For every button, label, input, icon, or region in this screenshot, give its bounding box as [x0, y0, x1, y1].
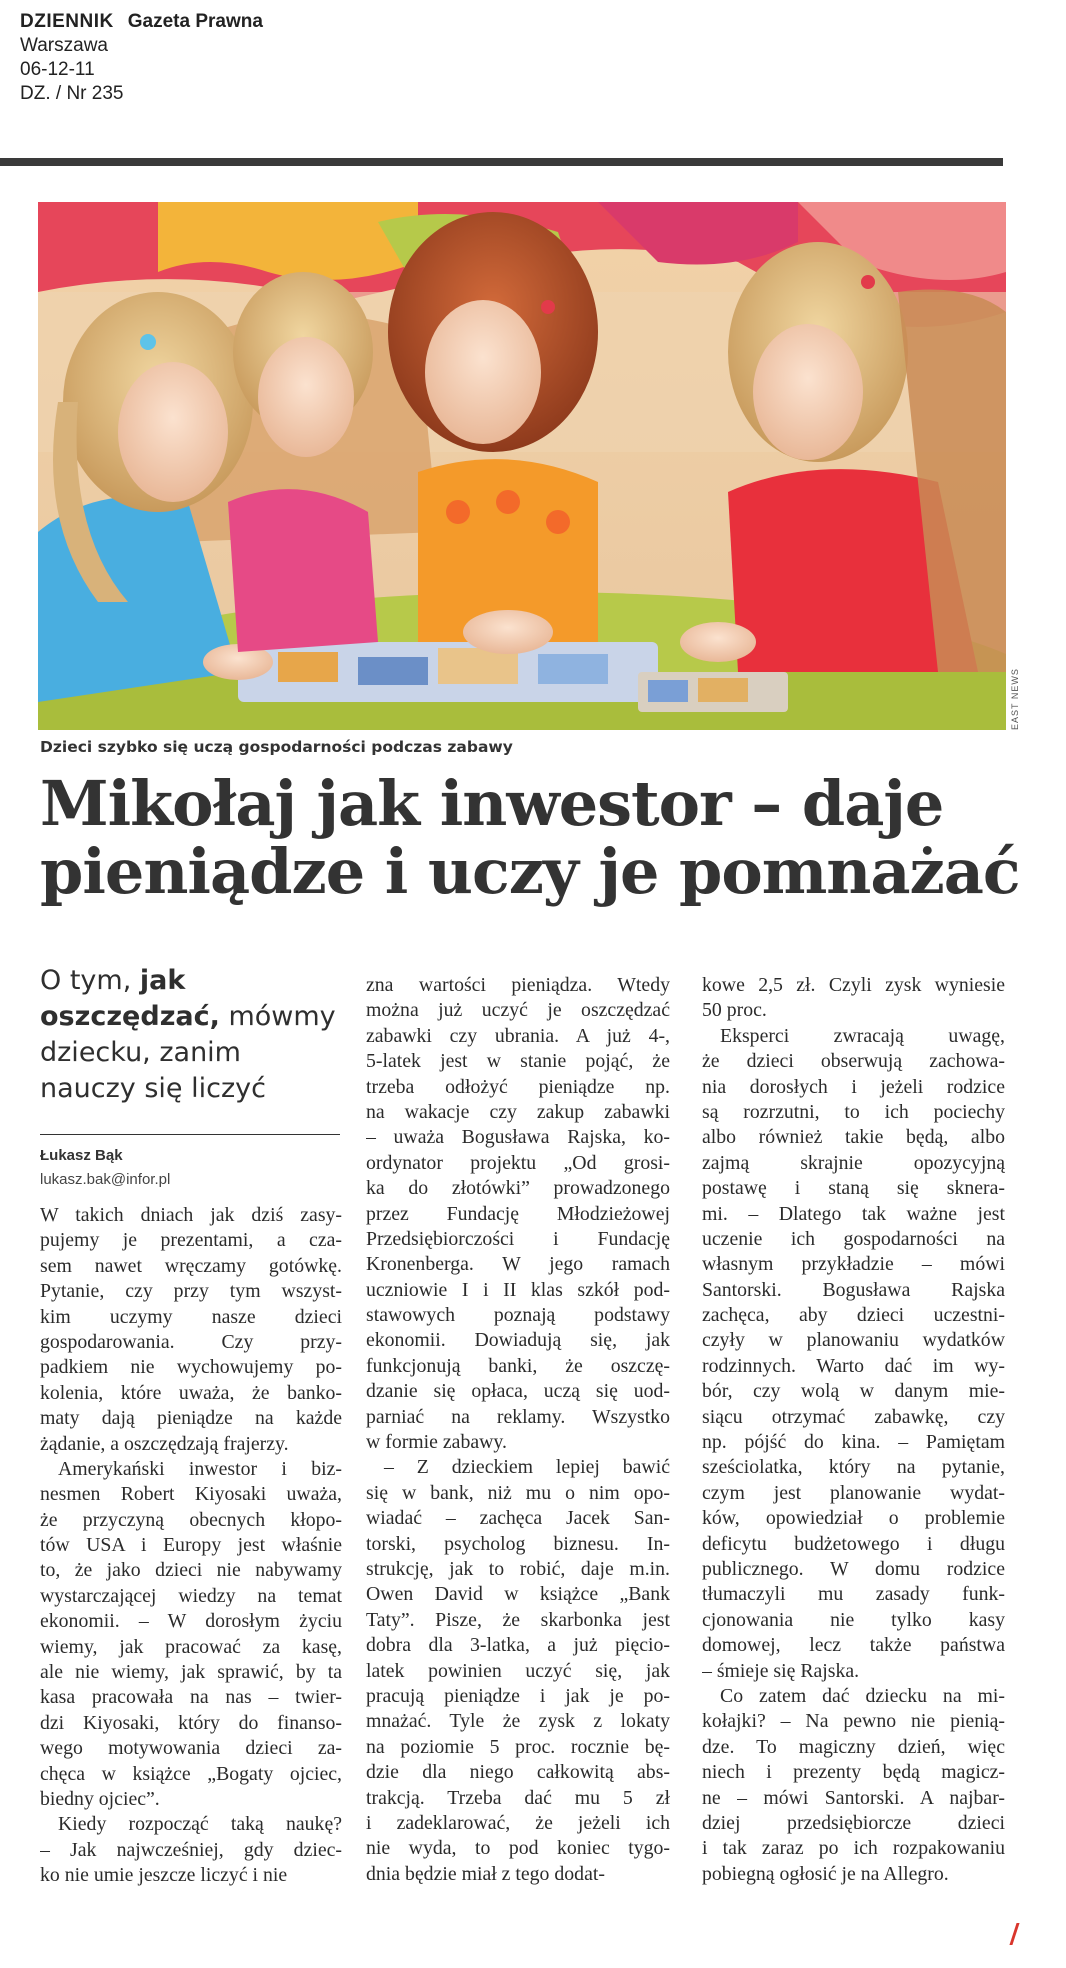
- article-text-line: stawowych poznają podstawy: [366, 1304, 670, 1327]
- article-text-line: maty dają pieniądze na każde: [40, 1407, 342, 1430]
- headline-line-1: Mikołaj jak inwestor – daje: [40, 767, 944, 840]
- article-column-2: [366, 973, 670, 1887]
- article-text-line: ekonomii. Dowiadują się, jak: [366, 1329, 670, 1352]
- article-text-line: dobra dla 3-latka, a już pięcio-: [366, 1634, 670, 1657]
- photo-credit: EAST NEWS: [1010, 668, 1020, 730]
- article-text-line: siącu otrzymać zabawkę, czy: [702, 1405, 1005, 1428]
- article-text-line: dzie dla niego całkowitą abs-: [366, 1761, 670, 1784]
- publication-city: Warszawa: [20, 35, 108, 56]
- article-text-line: Kiedy rozpocząć taką naukę?: [58, 1813, 342, 1836]
- article-text-line: parniać na reklamy. Wszystko: [366, 1405, 670, 1428]
- publication-name: DZIENNIK Gazeta Prawna: [20, 11, 263, 32]
- article-text-line: albo również takie będą, albo: [702, 1126, 1005, 1149]
- article-text-line: zachęca, aby dzieci uczestni-: [702, 1304, 1005, 1327]
- article-text-line: Przedsiębiorczości i Fundację: [366, 1227, 670, 1250]
- article-text-line: żądanie, a oszczędzają frajerzy.: [40, 1432, 289, 1455]
- article-text-line: i zadeklarować, że jeżeli ich: [366, 1811, 670, 1834]
- article-column-3: [702, 973, 1005, 1887]
- photo-caption: Dzieci szybko się uczą gospodarności podczas zabawy: [40, 738, 513, 756]
- article-text-line: sem nawet wręczamy gotówkę.: [40, 1254, 342, 1277]
- article-text-line: padkiem nie wychowujemy po-: [40, 1356, 342, 1379]
- article-text-line: – śmieje się Rajska.: [702, 1659, 860, 1682]
- article-text-line: kasa pracowała na nas – twier-: [40, 1686, 342, 1709]
- article-column-1: [40, 1203, 342, 1889]
- article-text-line: chęca w książce „Bogaty ojciec,: [40, 1762, 342, 1785]
- article-text-line: czym jest planowanie wydat-: [702, 1481, 1005, 1504]
- article-text-line: są rozrzutni, to ich pociechy: [702, 1100, 1005, 1123]
- article-text-line: bór, czy wolą w danym mie-: [702, 1380, 1005, 1403]
- article-text-line: np. pójść do kina. – Pamiętam: [702, 1431, 1005, 1454]
- article-text-line: wiadać – zachęca Jacek San-: [366, 1507, 670, 1530]
- article-text-line: na poziomie 5 proc. rocznie bę-: [366, 1735, 670, 1758]
- article-text-line: dze. To magiczny dzień, więc: [702, 1735, 1005, 1758]
- article-text-line: kołajki? – Na pewno nie pienią-: [702, 1710, 1005, 1733]
- article-text-line: nia dorosłych i jeżeli rodzice: [702, 1075, 1005, 1098]
- article-text-line: kowe 2,5 zł. Czyli zysk wyniesie: [702, 974, 1005, 996]
- article-text-line: biedny ojciec”.: [40, 1787, 160, 1810]
- publication-subtitle: Gazeta Prawna: [127, 11, 263, 32]
- article-text-line: Amerykański inwestor i biz-: [58, 1457, 342, 1480]
- article-text-line: strukcję, jak to robić, daje m.in.: [366, 1557, 670, 1580]
- publication-date: 06-12-11: [20, 59, 95, 80]
- article-text-line: w formie zabawy.: [366, 1431, 507, 1454]
- article-text-line: dzanie się opłaca, uczą się uod-: [366, 1380, 670, 1403]
- article-headline: [40, 767, 1030, 908]
- article-text-line: publicznego. W domu rodzice: [702, 1557, 1005, 1580]
- article-lead: O tym, jak oszczędzać, mówmy dziecku, zanim nauczy się liczyć: [40, 965, 336, 1104]
- article-text-line: kim uczymy nasze dzieci: [40, 1305, 342, 1328]
- article-text-line: ko nie umie jeszcze liczyć i nie: [40, 1864, 288, 1887]
- article-text-line: cjonowania nie tylko kasy: [702, 1608, 1005, 1631]
- article-text-line: że dzieci obserwują zachowa-: [702, 1050, 1005, 1073]
- article-text-line: można już uczyć je oszczędzać: [366, 999, 670, 1022]
- article-text-line: Eksperci zwracają uwagę,: [720, 1024, 1005, 1047]
- article-text-line: przez Fundację Młodzieżowej: [366, 1202, 670, 1225]
- article-end-mark: [1009, 1923, 1019, 1945]
- article-text-line: ordynator projektu „Od grosi-: [366, 1151, 670, 1174]
- article-text-line: Co zatem dać dziecku na mi-: [720, 1684, 1005, 1707]
- article-text-line: pracują pieniądze i jak je po-: [366, 1684, 670, 1707]
- article-text-line: dziej przedsiębiorcze dzieci: [702, 1811, 1005, 1834]
- article-text-line: Kronenberga. W jego ramach: [366, 1253, 670, 1276]
- article-text-line: że przyczyną obecnych kłopo-: [40, 1508, 342, 1531]
- article-text-line: 50 proc.: [702, 999, 767, 1022]
- article-text-line: pobiegną ogłosić je na Allegro.: [702, 1862, 949, 1885]
- article-text-line: wystarczającej wiedzy na temat: [40, 1584, 342, 1607]
- article-text-line: Owen David w książce „Bank: [366, 1583, 670, 1606]
- article-text-line: uczenie ich gospodarności na: [702, 1227, 1005, 1250]
- article-text-line: tów USA i Europy jest właśnie: [40, 1534, 342, 1557]
- article-photo: [38, 202, 1006, 730]
- article-text-line: W takich dniach jak dziś zasy-: [40, 1204, 342, 1226]
- author-email: lukasz.bak@infor.pl: [40, 1171, 171, 1188]
- article-text-line: ka do złotówki” prowadzonego: [366, 1177, 670, 1200]
- clipping-header: [20, 10, 263, 106]
- article-text-line: domowej, lecz także państwa: [702, 1634, 1005, 1657]
- article-text-line: postawę i staną się sknera-: [702, 1177, 1005, 1200]
- article-text-line: uczniowie I i II klas szkół pod-: [366, 1278, 670, 1301]
- article-text-line: się w bank, niż mu o nim opo-: [366, 1481, 670, 1504]
- article-text-line: Santorski. Bogusława Rajska: [702, 1278, 1005, 1301]
- article-text-line: trzeba odłożyć pieniądze np.: [366, 1075, 670, 1098]
- article-text-line: ekonomii. – W dorosłym życiu: [40, 1610, 342, 1633]
- article-text-line: własnym przykładzie – mówi: [702, 1253, 1005, 1276]
- article-text-line: czyły w planowaniu wydatków: [702, 1329, 1005, 1352]
- article-text-line: dnia będzie miał z tego dodat-: [366, 1862, 605, 1885]
- article-text-line: nesmen Robert Kiyosaki uważa,: [40, 1483, 342, 1506]
- article-text-line: deficytu budżetowego i długu: [702, 1532, 1005, 1555]
- article-text-line: tłumaczyli mu zasady funk-: [702, 1583, 1005, 1606]
- header-rule: [0, 158, 1003, 166]
- article-text-line: pujemy je prezentami, a cza-: [40, 1229, 342, 1252]
- article-text-line: kolenia, które uważa, że banko-: [40, 1381, 342, 1404]
- article-text-line: ale nie wiemy, jak sprawić, by ta: [40, 1661, 342, 1684]
- article-text-line: na wakacje czy zakup zabawki: [366, 1100, 670, 1123]
- article-text-line: dzi Kiyosaki, który do finanso-: [40, 1711, 342, 1734]
- issue-number: DZ. / Nr 235: [20, 83, 124, 104]
- article-text-line: sześciolatka, który na pytanie,: [702, 1456, 1005, 1479]
- article-text-line: ków, opowiedział o problemie: [702, 1507, 1005, 1530]
- article-text-line: – Jak najwcześniej, gdy dziec-: [40, 1838, 342, 1861]
- author-name: Łukasz Bąk: [40, 1147, 123, 1164]
- article-text-line: Taty”. Pisze, że skarbonka jest: [366, 1608, 670, 1631]
- article-text-line: – uważa Bogusława Rajska, ko-: [366, 1126, 670, 1149]
- article-text-line: wiemy, jak pracować za kasę,: [40, 1635, 342, 1658]
- article-text-line: 5-latek jest w stanie pojąć, że: [366, 1050, 670, 1073]
- article-text-line: latek powinien uczyć się, jak: [366, 1659, 670, 1682]
- article-text-line: ne – mówi Santorski. A najbar-: [702, 1786, 1005, 1809]
- byline-separator: [40, 1134, 340, 1135]
- article-text-line: i tak zaraz po ich rozpakowaniu: [702, 1837, 1005, 1860]
- article-text-line: trakcją. Trzeba dać mu 5 zł: [366, 1786, 670, 1809]
- article-text-line: rodzinnych. Warto dać im wy-: [702, 1354, 1005, 1377]
- article-text-line: to, że jako dzieci nie nabywamy: [40, 1559, 342, 1582]
- article-text-line: zabawki czy ubrania. A już 4-,: [366, 1024, 670, 1047]
- article-text-line: niech i prezenty będą magicz-: [702, 1761, 1005, 1784]
- lead-emphasis: jak oszczędzać,: [40, 965, 220, 1032]
- article-text-line: wego motywowania dzieci za-: [40, 1737, 342, 1760]
- article-text-line: nie wyda, to pod koniec tygo-: [366, 1837, 670, 1860]
- article-text-line: zajmą skrajnie opozycyjną: [702, 1151, 1005, 1174]
- article-text-line: mi. – Dlatego tak ważne jest: [702, 1202, 1005, 1225]
- article-text-line: zna wartości pieniądza. Wtedy: [366, 974, 670, 996]
- article-text-line: Pytanie, czy przy tym wszyst-: [40, 1280, 342, 1303]
- article-text-line: mnażać. Tyle że zysk z lokaty: [366, 1710, 670, 1733]
- article-text-line: funkcjonują banki, że oszczę-: [366, 1354, 670, 1377]
- headline-line-2: pieniądze i uczy je pomnażać: [40, 835, 1020, 908]
- article-text-line: – Z dzieckiem lepiej bawić: [384, 1456, 670, 1479]
- article-text-line: gospodarowania. Czy przy-: [40, 1330, 342, 1353]
- article-text-line: torski, psycholog biznesu. In-: [366, 1532, 670, 1555]
